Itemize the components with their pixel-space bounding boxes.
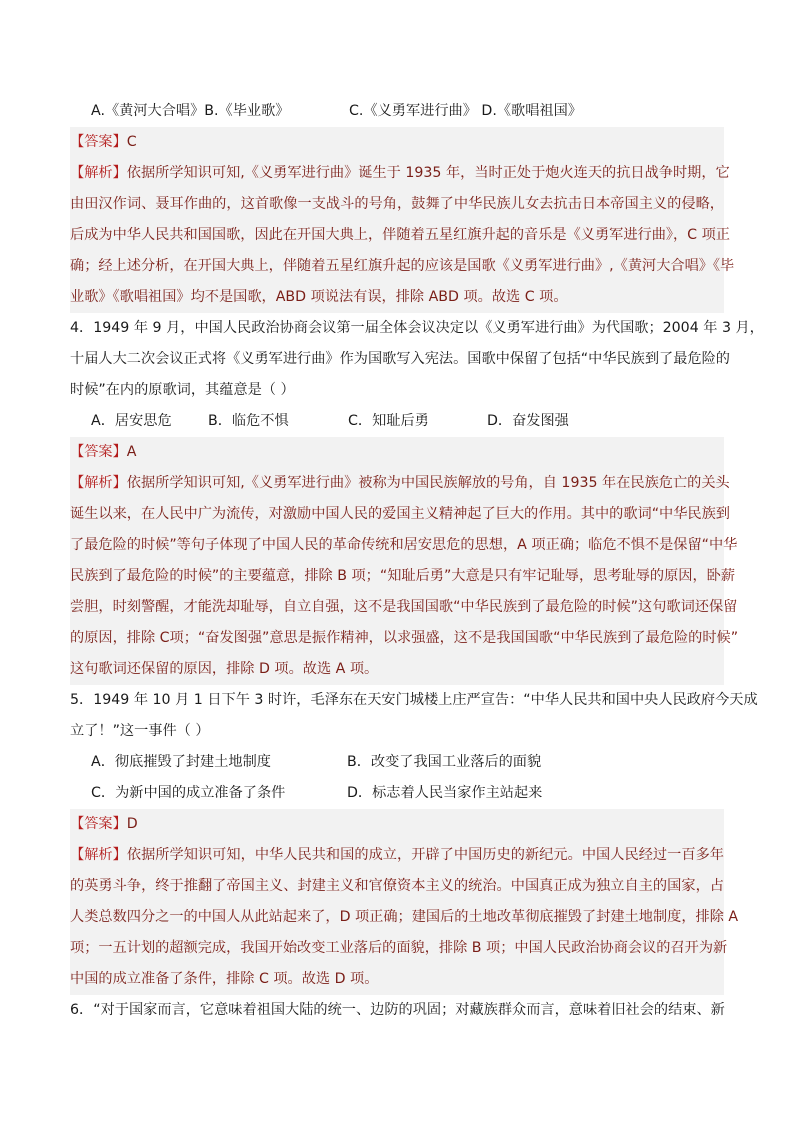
- q5-stem-line: 立了！”这一事件（ ）: [70, 723, 210, 739]
- q3-analysis-line: 确；经上述分析，在开国大典上，伴随着五星红旗升起的应该是国歌《义勇军进行曲》,《黄河大合唱》《毕: [70, 258, 735, 274]
- q4-option-b: B．临危不惧: [208, 413, 289, 429]
- q5-option-b: B．改变了我国工业落后的面貌: [347, 754, 542, 770]
- q4-analysis-line: 尝胆，时刻警醒，才能洗却耻辱，自立自强，这不是我国国歌“中华民族到了最危险的时候”这句歌词还保留: [70, 599, 738, 615]
- q3-analysis-line: 【解析】依据所学知识可知,《义勇军进行曲》诞生于 1935 年，当时正处于炮火连天的抗日战争时期，它: [70, 165, 730, 181]
- q4-analysis-line: 这句歌词还保留的原因，排除 D 项。故选 A 项。: [70, 661, 379, 677]
- q4-answer-block: [70, 437, 739, 685]
- q4-stem-line: 十届人大二次会议正式将《义勇军进行曲》作为国歌写入宪法。国歌中保留了包括“中华民族到了最危险的: [70, 351, 730, 367]
- q5-analysis-line: 中国的成立准备了条件，排除 C 项。故选 D 项。: [70, 971, 379, 987]
- analysis-tag: 【解析】: [70, 847, 127, 863]
- q4-option-d: D．奋发图强: [487, 413, 569, 429]
- q4-stem-line: 4．1949 年 9 月，中国人民政治协商会议第一届全体会议决定以《义勇军进行曲》为代国歌；2004 年 3 月，: [70, 320, 764, 336]
- q5-stem-line: 5．1949 年 10 月 1 日下午 3 时许，毛泽东在天安门城楼上庄严宣告：“中华人民共和国中央人民政府今天成: [70, 692, 758, 708]
- answer-tag: 【答案】: [70, 816, 127, 832]
- q4-answer: [70, 437, 724, 468]
- q5-options-row: [70, 747, 724, 778]
- q5-options-row: [70, 778, 724, 809]
- analysis-tag: 【解析】: [70, 165, 127, 181]
- q3-analysis-line: 由田汉作词、聂耳作曲的，这首歌像一支战斗的号角，鼓舞了中华民族儿女去抗击日本帝国主义的侵略，: [70, 196, 724, 212]
- q4-analysis-line: 了最危险的时候”等句子体现了中国人民的革命传统和居安思危的思想，A 项正确；临危不惧不是保留“中华: [70, 537, 738, 553]
- q4-stem-line: 时候”在内的原歌词，其蕴意是（ ）: [70, 382, 295, 398]
- q3-answer: [70, 127, 724, 158]
- q4-option-a: A．居安思危: [91, 413, 172, 429]
- q4-analysis-line: 诞生以来，在人民中广为流传，对激励中国人民的爱国主义精神起了巨大的作用。其中的歌词“中华民族到: [70, 506, 730, 522]
- answer-value: C: [126, 134, 137, 150]
- answer-tag: 【答案】: [70, 134, 127, 150]
- q3-analysis-line: 后成为中华人民共和国国歌，因此在开国大典上，伴随着五星红旗升起的音乐是《义勇军进行曲》，C 项正: [70, 227, 730, 243]
- q6-stem-line: 6．“对于国家而言，它意味着祖国大陆的统一、边防的巩固；对藏族群众而言，意味着旧社会的结束、新: [70, 1002, 725, 1018]
- q5-analysis-line: 人类总数四分之一的中国人从此站起来了，D 项正确；建国后的土地改革彻底摧毁了封建土地制度，排除 A: [70, 909, 739, 925]
- q5-answer-block: [70, 809, 739, 995]
- q4-analysis-line: 的原因，排除 C项；“奋发图强”意思是振作精神，以求强盛，这不是我国国歌“中华民族到了最危险的时候”: [70, 630, 739, 646]
- analysis-tag: 【解析】: [70, 475, 127, 491]
- q5-analysis-line: 【解析】依据所学知识可知，中华人民共和国的成立，开辟了中国历史的新纪元。中国人民经过一百多年: [70, 847, 724, 863]
- q4-options: [70, 406, 724, 437]
- q3-analysis-line: 业歌》《歌唱祖国》均不是国歌，ABD 项说法有误，排除 ABD 项。故选 C 项。: [70, 289, 568, 305]
- answer-value: A: [126, 444, 137, 460]
- q5-analysis-line: 项；一五计划的超额完成，我国开始改变工业落后的面貌，排除 B 项；中国人民政治协商会议的召开为新: [70, 940, 728, 956]
- q4-analysis-line: 民族到了最危险的时候”的主要蕴意，排除 B 项；“知耻后勇”大意是只有牢记耻辱，思考耻辱的原因，卧薪: [70, 568, 736, 584]
- q3-option-cd: C.《义勇军进行曲》 D.《歌唱祖国》: [349, 103, 582, 119]
- q4-option-c: C．知耻后勇: [348, 413, 429, 429]
- answer-value: D: [126, 816, 138, 832]
- document-page: [70, 96, 764, 1026]
- answer-tag: 【答案】: [70, 444, 127, 460]
- q3-options: [70, 96, 724, 127]
- q3-option-ab: A.《黄河大合唱》B.《毕业歌》: [91, 103, 290, 119]
- q5-option-a: A．彻底摧毁了封建土地制度: [91, 754, 271, 770]
- q3-answer-block: [70, 127, 735, 313]
- q4-analysis-line: 【解析】依据所学知识可知,《义勇军进行曲》被称为中国民族解放的号角，自 1935 年在民族危亡的关头: [70, 475, 730, 491]
- q5-option-d: D．标志着人民当家作主站起来: [347, 785, 543, 801]
- q5-answer: [70, 809, 724, 840]
- q5-option-c: C．为新中国的成立准备了条件: [91, 785, 286, 801]
- q5-analysis-line: 的英勇斗争，终于推翻了帝国主义、封建主义和官僚资本主义的统治。中国真正成为独立自主的国家，占: [70, 878, 724, 894]
